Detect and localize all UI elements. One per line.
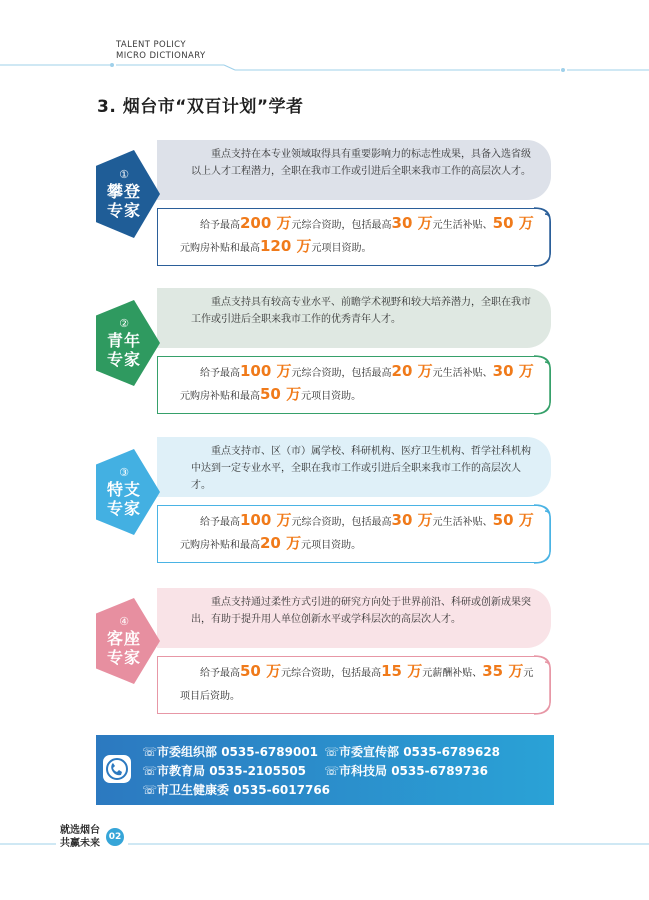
grant-text: 给予最高	[200, 220, 240, 231]
expert-description: 重点支持市、区（市）属学校、科研机构、医疗卫生机构、哲学社科机构中达到一定专业水平，全职在我市工作或引进后全职来我市工作的高层次人才。	[157, 437, 551, 497]
header-divider	[0, 60, 649, 72]
contact-organization-dept: ☏市委组织部 0535-6789001	[142, 745, 319, 759]
expert-grant	[157, 505, 551, 563]
header-title	[116, 40, 206, 62]
expert-number: ③	[119, 466, 129, 480]
phone-small-icon: ☏	[142, 745, 158, 759]
grant-text: 元综合资助，包括最高	[291, 220, 392, 231]
grant-amount: 50 万	[240, 662, 282, 680]
curl-decoration	[532, 502, 552, 566]
grant-amount: 35 万	[482, 662, 524, 680]
expert-badge	[96, 300, 160, 386]
expert-badge	[96, 150, 160, 238]
grant-amount: 20 万	[260, 534, 302, 552]
expert-description: 重点支持通过柔性方式引进的研究方向处于世界前沿、科研或创新成果突出，有助于提升用人单位创新水平或学科层次的高层次人才。	[157, 588, 551, 648]
grant-text: 元购房补贴和最高	[180, 243, 260, 254]
grant-text: 元购房补贴和最高	[180, 540, 260, 551]
expert-name: 攀登 专家	[106, 181, 141, 220]
expert-name: 青年 专家	[106, 331, 141, 370]
footer-slogan: 就选烟台 共赢未来	[60, 825, 100, 849]
header-line-1: TALENT POLICY	[116, 40, 186, 50]
expert-description: 重点支持具有较高专业水平、前瞻学术视野和较大培养潜力，全职在我市工作或引进后全职来我市工作的优秀青年人才。	[157, 288, 551, 348]
expert-badge	[96, 598, 160, 684]
phone-small-icon: ☏	[142, 783, 158, 797]
grant-text: 元薪酬补贴、	[422, 668, 483, 679]
page-number: 02	[106, 828, 124, 846]
expert-name: 特支 专家	[106, 480, 141, 519]
contact-science-bureau: ☏市科技局 0535-6789736	[324, 764, 489, 778]
grant-text: 元综合资助，包括最高	[291, 368, 392, 379]
grant-text: 元购房补贴和最高	[180, 391, 260, 402]
grant-amount: 30 万	[391, 214, 433, 232]
expert-badge	[96, 449, 160, 535]
grant-text: 元综合资助，包括最高	[281, 668, 382, 679]
expert-grant	[157, 356, 551, 414]
grant-amount: 50 万	[492, 511, 534, 529]
phone-small-icon: ☏	[324, 745, 340, 759]
expert-name: 客座 专家	[106, 629, 141, 668]
grant-text: 元项目后资助。	[180, 668, 534, 702]
expert-grant	[157, 208, 551, 266]
grant-amount: 30 万	[391, 511, 433, 529]
expert-number: ④	[119, 615, 129, 629]
grant-amount: 100 万	[240, 362, 292, 380]
grant-text: 元项目资助。	[301, 540, 362, 551]
grant-text: 元项目资助。	[311, 243, 372, 254]
section-title: 3. 烟台市“双百计划”学者	[97, 97, 304, 117]
grant-text: 元综合资助，包括最高	[291, 517, 392, 528]
contact-panel	[96, 735, 554, 805]
grant-text: 给予最高	[200, 668, 240, 679]
grant-text: 元生活补贴、	[432, 368, 493, 379]
contact-health-commission: ☏市卫生健康委 0535-6017766	[142, 783, 331, 797]
grant-amount: 15 万	[381, 662, 423, 680]
grant-amount: 50 万	[260, 385, 302, 403]
grant-text: 元生活补贴、	[432, 517, 493, 528]
expert-grant	[157, 656, 551, 714]
grant-amount: 120 万	[260, 237, 312, 255]
header-line-2: MICRO DICTIONARY	[116, 51, 206, 61]
curl-decoration	[532, 653, 552, 717]
phone-icon	[102, 754, 132, 787]
grant-amount: 30 万	[492, 362, 534, 380]
contact-publicity-dept: ☏市委宣传部 0535-6789628	[324, 745, 501, 759]
phone-small-icon: ☏	[142, 764, 158, 778]
expert-description: 重点支持在本专业领域取得具有重要影响力的标志性成果，具备入选省级以上人才工程潜力，全职在我市工作或引进后全职来我市工作的高层次人才。	[157, 140, 551, 200]
grant-amount: 200 万	[240, 214, 292, 232]
grant-amount: 50 万	[492, 214, 534, 232]
grant-text: 元生活补贴、	[432, 220, 493, 231]
grant-text: 给予最高	[200, 368, 240, 379]
curl-decoration	[532, 205, 552, 269]
grant-amount: 100 万	[240, 511, 292, 529]
grant-text: 元项目资助。	[301, 391, 362, 402]
expert-number: ①	[119, 167, 129, 181]
contact-education-bureau: ☏市教育局 0535-2105505	[142, 764, 307, 778]
grant-amount: 20 万	[391, 362, 433, 380]
grant-text: 给予最高	[200, 517, 240, 528]
phone-small-icon: ☏	[324, 764, 340, 778]
curl-decoration	[532, 353, 552, 417]
expert-number: ②	[119, 317, 129, 331]
